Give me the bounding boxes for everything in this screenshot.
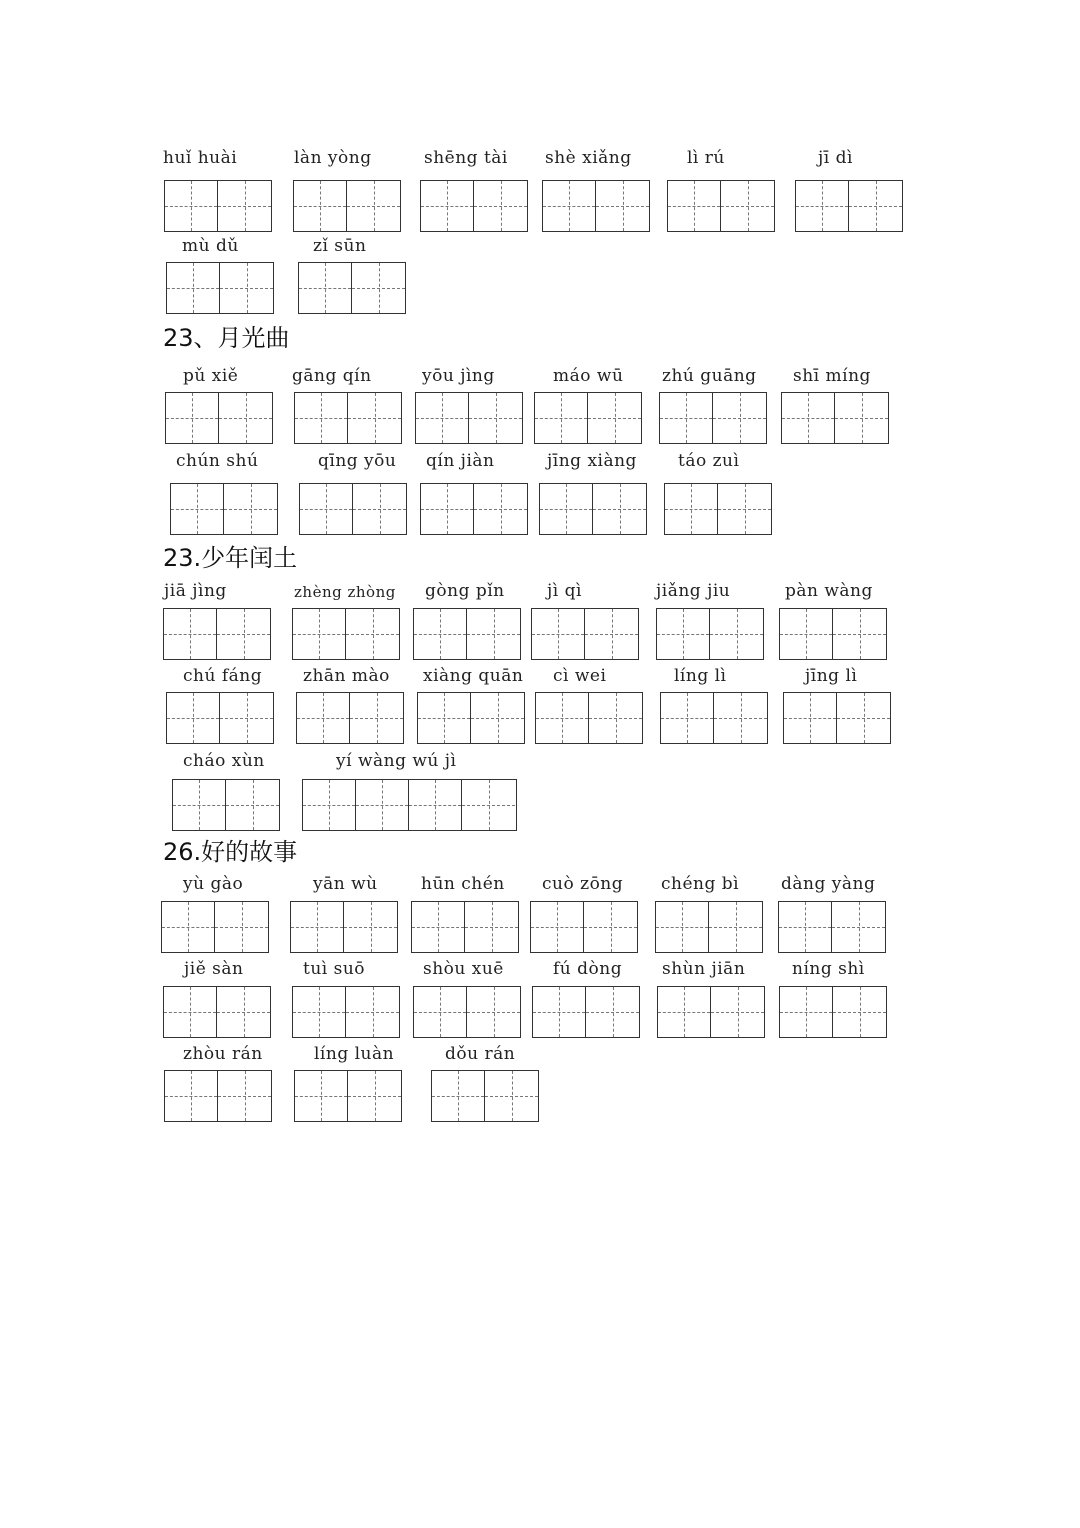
character-grid[interactable] bbox=[532, 986, 640, 1038]
character-cell[interactable] bbox=[784, 693, 837, 743]
character-cell[interactable] bbox=[779, 902, 832, 952]
character-cell[interactable] bbox=[710, 609, 763, 659]
pinyin-label: yān wù bbox=[313, 874, 378, 894]
character-grid[interactable] bbox=[417, 692, 525, 744]
section-title: 26.好的故事 bbox=[163, 838, 298, 866]
character-grid[interactable] bbox=[667, 180, 775, 232]
character-cell[interactable] bbox=[346, 987, 399, 1037]
character-cell[interactable] bbox=[718, 484, 771, 534]
character-cell[interactable] bbox=[532, 609, 585, 659]
pinyin-label: máo wū bbox=[553, 366, 624, 386]
character-cell[interactable] bbox=[293, 609, 346, 659]
character-cell[interactable] bbox=[474, 181, 527, 231]
character-cell[interactable] bbox=[167, 693, 220, 743]
character-cell[interactable] bbox=[291, 902, 344, 952]
character-grid[interactable] bbox=[656, 608, 764, 660]
character-cell[interactable] bbox=[297, 693, 350, 743]
pinyin-label: jiā jìng bbox=[164, 581, 227, 601]
character-cell[interactable] bbox=[220, 263, 273, 313]
section-title: 23.少年闰土 bbox=[163, 544, 298, 572]
character-cell[interactable] bbox=[474, 484, 527, 534]
character-grid[interactable] bbox=[415, 392, 523, 444]
pinyin-label: yí wàng wú jì bbox=[336, 751, 457, 771]
character-cell[interactable] bbox=[540, 484, 593, 534]
character-grid[interactable] bbox=[783, 692, 891, 744]
character-cell[interactable] bbox=[665, 484, 718, 534]
character-grid[interactable] bbox=[163, 608, 271, 660]
character-cell[interactable] bbox=[166, 393, 219, 443]
pinyin-label: pǔ xiě bbox=[183, 366, 239, 386]
pinyin-label: shùn jiān bbox=[662, 959, 746, 979]
character-grid[interactable] bbox=[172, 779, 280, 831]
pinyin-label: shè xiǎng bbox=[545, 148, 632, 168]
character-grid[interactable] bbox=[290, 901, 398, 953]
pinyin-label: jì qì bbox=[547, 581, 582, 601]
character-grid[interactable] bbox=[302, 779, 517, 831]
pinyin-label: làn yòng bbox=[294, 148, 372, 168]
character-grid[interactable] bbox=[170, 483, 278, 535]
character-grid[interactable] bbox=[299, 483, 407, 535]
character-cell[interactable] bbox=[584, 902, 637, 952]
section-title: 23、月光曲 bbox=[163, 324, 290, 352]
character-cell[interactable] bbox=[533, 987, 586, 1037]
pinyin-label: zǐ sūn bbox=[313, 236, 367, 256]
pinyin-label: chéng bì bbox=[661, 874, 740, 894]
character-grid[interactable] bbox=[163, 986, 271, 1038]
pinyin-label: hūn chén bbox=[421, 874, 505, 894]
pinyin-label: tuì suō bbox=[303, 959, 366, 979]
character-grid[interactable] bbox=[535, 692, 643, 744]
character-cell[interactable] bbox=[660, 393, 713, 443]
character-grid[interactable] bbox=[161, 901, 269, 953]
character-cell[interactable] bbox=[531, 902, 584, 952]
character-grid[interactable] bbox=[164, 180, 272, 232]
pinyin-label: chú fáng bbox=[183, 666, 263, 686]
pinyin-label: xiàng quān bbox=[423, 666, 524, 686]
character-cell[interactable] bbox=[347, 181, 400, 231]
character-cell[interactable] bbox=[658, 987, 711, 1037]
character-grid[interactable] bbox=[294, 392, 402, 444]
character-grid[interactable] bbox=[531, 608, 639, 660]
character-cell[interactable] bbox=[414, 609, 467, 659]
character-cell[interactable] bbox=[585, 609, 638, 659]
character-cell[interactable] bbox=[295, 1071, 348, 1121]
character-grid[interactable] bbox=[539, 483, 647, 535]
pinyin-label: gòng pǐn bbox=[425, 581, 505, 601]
character-cell[interactable] bbox=[657, 609, 710, 659]
character-cell[interactable] bbox=[536, 693, 589, 743]
character-cell[interactable] bbox=[780, 609, 833, 659]
character-cell[interactable] bbox=[218, 181, 271, 231]
character-cell[interactable] bbox=[165, 181, 218, 231]
pinyin-label: shēng tài bbox=[424, 148, 508, 168]
pinyin-label: cì wei bbox=[553, 666, 607, 686]
pinyin-label: cháo xùn bbox=[183, 751, 265, 771]
character-grid[interactable] bbox=[292, 608, 400, 660]
character-cell[interactable] bbox=[668, 181, 721, 231]
character-cell[interactable] bbox=[224, 484, 277, 534]
character-cell[interactable] bbox=[837, 693, 890, 743]
character-cell[interactable] bbox=[656, 902, 709, 952]
character-cell[interactable] bbox=[226, 780, 279, 830]
pinyin-label: mù dǔ bbox=[182, 236, 239, 256]
character-grid[interactable] bbox=[420, 483, 528, 535]
pinyin-label: shī míng bbox=[793, 366, 871, 386]
character-cell[interactable] bbox=[832, 902, 885, 952]
character-cell[interactable] bbox=[782, 393, 835, 443]
pinyin-label: dǒu rán bbox=[445, 1044, 516, 1064]
character-cell[interactable] bbox=[780, 987, 833, 1037]
character-cell[interactable] bbox=[215, 902, 268, 952]
character-cell[interactable] bbox=[469, 393, 522, 443]
character-cell[interactable] bbox=[709, 902, 762, 952]
character-cell[interactable] bbox=[543, 181, 596, 231]
pinyin-label: jī dì bbox=[818, 148, 853, 168]
character-grid[interactable] bbox=[293, 180, 401, 232]
character-cell[interactable] bbox=[162, 902, 215, 952]
character-grid[interactable] bbox=[655, 901, 763, 953]
character-cell[interactable] bbox=[467, 987, 520, 1037]
pinyin-label: yù gào bbox=[183, 874, 244, 894]
character-grid[interactable] bbox=[166, 692, 274, 744]
pinyin-label: pàn wàng bbox=[785, 581, 873, 601]
character-grid[interactable] bbox=[411, 901, 519, 953]
character-cell[interactable] bbox=[165, 1071, 218, 1121]
character-cell[interactable] bbox=[596, 181, 649, 231]
character-cell[interactable] bbox=[589, 693, 642, 743]
character-cell[interactable] bbox=[350, 693, 403, 743]
character-cell[interactable] bbox=[300, 484, 353, 534]
character-cell[interactable] bbox=[220, 693, 273, 743]
character-cell[interactable] bbox=[217, 609, 270, 659]
pinyin-label: zhú guāng bbox=[662, 366, 757, 386]
pinyin-label: gāng qín bbox=[292, 366, 372, 386]
character-cell[interactable] bbox=[164, 987, 217, 1037]
character-grid[interactable] bbox=[431, 1070, 539, 1122]
character-grid[interactable] bbox=[413, 608, 521, 660]
pinyin-label: qīng yōu bbox=[318, 451, 397, 471]
character-grid[interactable] bbox=[298, 262, 406, 314]
character-grid[interactable] bbox=[795, 180, 903, 232]
pinyin-label: yōu jìng bbox=[422, 366, 495, 386]
character-grid[interactable] bbox=[779, 986, 887, 1038]
character-grid[interactable] bbox=[781, 392, 889, 444]
character-cell[interactable] bbox=[352, 263, 405, 313]
character-cell[interactable] bbox=[588, 393, 641, 443]
character-grid[interactable] bbox=[420, 180, 528, 232]
character-cell[interactable] bbox=[586, 987, 639, 1037]
character-grid[interactable] bbox=[530, 901, 638, 953]
character-cell[interactable] bbox=[409, 780, 462, 830]
character-cell[interactable] bbox=[294, 181, 347, 231]
pinyin-label: chún shú bbox=[176, 451, 259, 471]
character-cell[interactable] bbox=[356, 780, 409, 830]
character-cell[interactable] bbox=[218, 1071, 271, 1121]
pinyin-label: jīng xiàng bbox=[547, 451, 637, 471]
pinyin-label: zhòu rán bbox=[183, 1044, 263, 1064]
character-cell[interactable] bbox=[432, 1071, 485, 1121]
character-grid[interactable] bbox=[413, 986, 521, 1038]
character-cell[interactable] bbox=[485, 1071, 538, 1121]
character-cell[interactable] bbox=[416, 393, 469, 443]
character-cell[interactable] bbox=[171, 484, 224, 534]
character-cell[interactable] bbox=[471, 693, 524, 743]
character-grid[interactable] bbox=[296, 692, 404, 744]
pinyin-label: jiǎng jiu bbox=[656, 581, 731, 601]
character-grid[interactable] bbox=[534, 392, 642, 444]
character-cell[interactable] bbox=[418, 693, 471, 743]
character-cell[interactable] bbox=[721, 181, 774, 231]
character-cell[interactable] bbox=[414, 987, 467, 1037]
character-cell[interactable] bbox=[295, 393, 348, 443]
character-cell[interactable] bbox=[346, 609, 399, 659]
pinyin-label: líng lì bbox=[674, 666, 727, 686]
pinyin-label: zhān mào bbox=[303, 666, 390, 686]
pinyin-label: cuò zōng bbox=[542, 874, 624, 894]
character-cell[interactable] bbox=[348, 1071, 401, 1121]
character-cell[interactable] bbox=[293, 987, 346, 1037]
character-grid[interactable] bbox=[292, 986, 400, 1038]
character-grid[interactable] bbox=[660, 692, 768, 744]
character-grid[interactable] bbox=[294, 1070, 402, 1122]
character-cell[interactable] bbox=[796, 181, 849, 231]
pinyin-label: líng luàn bbox=[314, 1044, 395, 1064]
pinyin-label: táo zuì bbox=[678, 451, 740, 471]
character-cell[interactable] bbox=[711, 987, 764, 1037]
pinyin-label: níng shì bbox=[792, 959, 865, 979]
character-cell[interactable] bbox=[835, 393, 888, 443]
character-cell[interactable] bbox=[833, 987, 886, 1037]
character-cell[interactable] bbox=[173, 780, 226, 830]
character-grid[interactable] bbox=[779, 608, 887, 660]
character-grid[interactable] bbox=[166, 262, 274, 314]
pinyin-label: qín jiàn bbox=[426, 451, 495, 471]
character-cell[interactable] bbox=[167, 263, 220, 313]
character-cell[interactable] bbox=[299, 263, 352, 313]
character-grid[interactable] bbox=[657, 986, 765, 1038]
character-grid[interactable] bbox=[542, 180, 650, 232]
character-grid[interactable] bbox=[778, 901, 886, 953]
pinyin-label: lì rú bbox=[687, 148, 725, 168]
pinyin-label: fú dòng bbox=[553, 959, 623, 979]
character-cell[interactable] bbox=[164, 609, 217, 659]
character-cell[interactable] bbox=[713, 393, 766, 443]
pinyin-label: dàng yàng bbox=[781, 874, 876, 894]
pinyin-label: jīng lì bbox=[805, 666, 858, 686]
character-cell[interactable] bbox=[714, 693, 767, 743]
character-cell[interactable] bbox=[219, 393, 272, 443]
character-cell[interactable] bbox=[465, 902, 518, 952]
character-cell[interactable] bbox=[421, 484, 474, 534]
character-grid[interactable] bbox=[165, 392, 273, 444]
character-cell[interactable] bbox=[344, 902, 397, 952]
character-grid[interactable] bbox=[164, 1070, 272, 1122]
pinyin-label: shòu xuē bbox=[423, 959, 504, 979]
character-cell[interactable] bbox=[833, 609, 886, 659]
character-cell[interactable] bbox=[661, 693, 714, 743]
character-cell[interactable] bbox=[421, 181, 474, 231]
character-cell[interactable] bbox=[412, 902, 465, 952]
pinyin-label: huǐ huài bbox=[163, 148, 238, 168]
character-cell[interactable] bbox=[535, 393, 588, 443]
pinyin-label: zhèng zhòng bbox=[294, 583, 396, 601]
character-cell[interactable] bbox=[353, 484, 406, 534]
character-cell[interactable] bbox=[593, 484, 646, 534]
character-cell[interactable] bbox=[348, 393, 401, 443]
pinyin-label: jiě sàn bbox=[184, 959, 244, 979]
character-cell[interactable] bbox=[217, 987, 270, 1037]
character-cell[interactable] bbox=[462, 780, 515, 830]
character-grid[interactable] bbox=[664, 483, 772, 535]
character-cell[interactable] bbox=[849, 181, 902, 231]
character-cell[interactable] bbox=[467, 609, 520, 659]
character-cell[interactable] bbox=[303, 780, 356, 830]
character-grid[interactable] bbox=[659, 392, 767, 444]
